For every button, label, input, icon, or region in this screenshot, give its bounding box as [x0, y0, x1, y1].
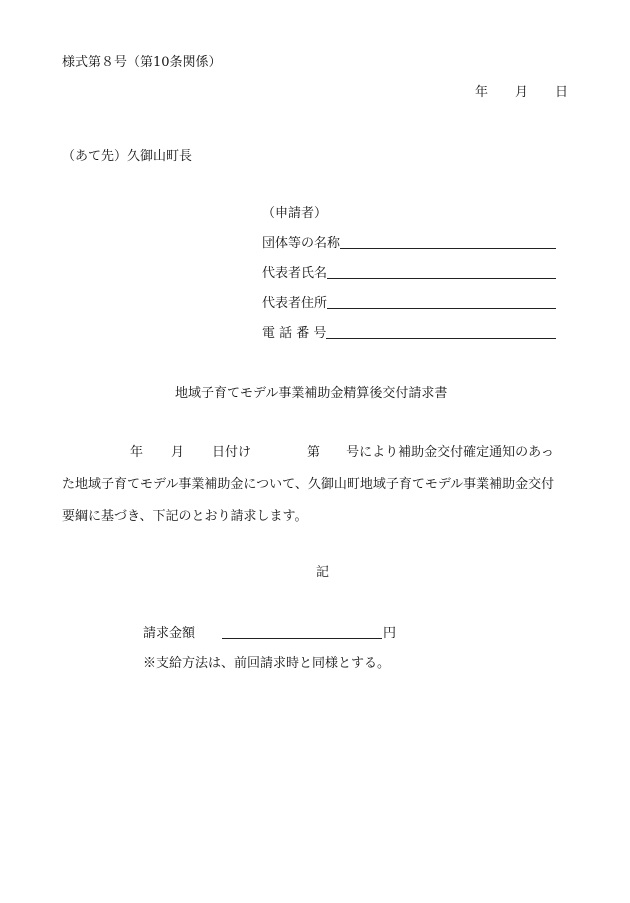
body-line-1-rest: 号により補助金交付確定通知のあっ [346, 445, 554, 460]
body-line-1 [62, 446, 572, 459]
representative-address-label: 代表者住所 [262, 296, 328, 311]
claim-amount-unit: 円 [383, 626, 397, 641]
organization-name-label: 団体等の名称 [262, 236, 341, 251]
body-line-2: た地域子育てモデル事業補助金について、久御山町地域子育てモデル事業補助金交付 [62, 477, 555, 492]
claim-amount-label: 請求金額 [143, 626, 196, 641]
ki-heading: 記 [316, 565, 330, 580]
body-dated-label: 日付け [212, 445, 252, 460]
representative-name-line[interactable] [327, 266, 556, 279]
body-line-3: 要綱に基づき、下記のとおり請求します。 [62, 509, 308, 524]
payment-method-note: ※支給方法は、前回請求時と同様とする。 [143, 656, 391, 671]
form-number: 様式第８号（第10条関係） [62, 55, 222, 70]
addressee: （あて先）久御山町長 [62, 149, 193, 164]
date-month-label: 月 [515, 85, 529, 100]
body-month-label: 月 [171, 445, 185, 460]
representative-name-field[interactable] [262, 266, 556, 280]
organization-name-field[interactable] [262, 236, 556, 250]
claim-amount-line[interactable] [222, 626, 382, 639]
applicant-heading: （申請者） [262, 206, 328, 221]
document-title: 地域子育てモデル事業補助金精算後交付請求書 [175, 386, 448, 401]
body-year-label: 年 [130, 445, 144, 460]
phone-number-label: 電 話 番 号 [262, 326, 327, 341]
representative-address-field[interactable] [262, 296, 556, 310]
date-year-label: 年 [475, 85, 489, 100]
phone-number-field[interactable] [262, 326, 556, 340]
organization-name-line[interactable] [340, 236, 556, 249]
phone-number-line[interactable] [326, 326, 556, 339]
date-day-label: 日 [555, 85, 569, 100]
representative-address-line[interactable] [327, 296, 556, 309]
representative-name-label: 代表者氏名 [262, 266, 328, 281]
body-number-prefix: 第 [307, 445, 321, 460]
